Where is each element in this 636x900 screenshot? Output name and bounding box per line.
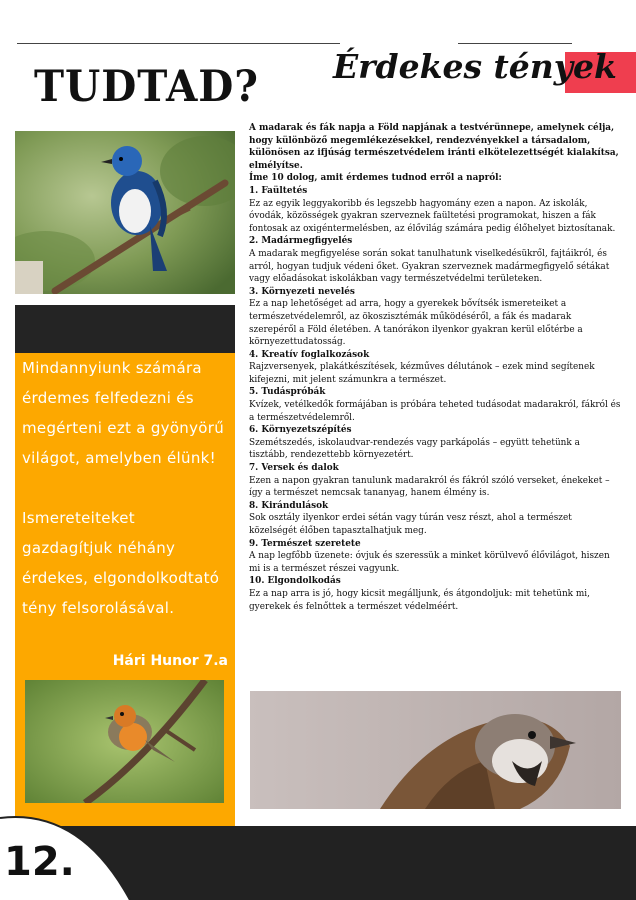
erdekes-tenyek-heading: Érdekes tények	[333, 47, 617, 86]
fact-9-text: A nap legfőbb üzenete: óvjuk és szeressük a minket körülvevő élővilágot, hiszen mi is a természet részei vagyunk.	[249, 551, 610, 574]
article-intro: A madarak és fák napja a Föld napjának a testvérünnepe, amelynek célja, hogy különböző megemlékezésekkel, rendezvényekkel a társadalom, különösen az ifjúság természetvédelem iránti elkötelezettségét kialakítsa, elmélyítse.	[249, 123, 619, 171]
fact-5-text: Kvízek, vetélkedők formájában is próbára teheted tudásodat madarakról, fákról és a természetvédelemről.	[249, 400, 621, 423]
top-rule-left	[17, 43, 340, 44]
sparrow-photo	[250, 691, 621, 809]
blue-bird-photo	[15, 131, 235, 294]
robin-photo	[25, 680, 224, 803]
fact-1-title: 1. Faültetés	[249, 185, 308, 196]
fact-3-title: 3. Környezeti nevelés	[249, 286, 355, 297]
fact-5-title: 5. Tudáspróbák	[249, 387, 326, 398]
fact-7-text: Ezen a napon gyakran tanulunk madarakról és fákról szóló verseket, énekeket – így a természet nemcsak tananyag, hanem élmény is.	[249, 475, 610, 499]
sidebar-text-block-2: Ismereteiteket gazdagítjuk néhány érdekes, elgondolkodtató tény felsorolásával.	[22, 509, 220, 617]
fact-2-text: A madarak megfigyelése során sokat tanulhatunk viselkedésükről, fajtáikról, és arról, hogyan tudjuk védeni őket. Gyakran szerveznek madármegfigyelő sétákat vagy előadásokat iskolákban vagy természetvédelmi területeken.	[249, 248, 610, 285]
top-rule-right	[458, 43, 572, 44]
fact-2-title: 2. Madármegfigyelés	[249, 236, 353, 247]
fact-6-text: Szemétszedés, iskolaudvar-rendezés vagy parkápolás – együtt tehetünk a tisztább, rendezettebb környezetért.	[249, 437, 580, 461]
fact-8-text: Sok osztály ilyenkor erdei sétán vagy túrán vesz részt, ahol a természet közelségét élőben tapasztalhatjuk meg.	[249, 513, 572, 536]
fact-6-title: 6. Környezetszépítés	[249, 425, 352, 436]
author-name: Hári Hunor 7.a	[112, 653, 228, 669]
fact-4-title: 4. Kreatív foglalkozások	[249, 349, 370, 360]
page-number: 12.	[4, 839, 75, 885]
sidebar-text-block-1: Mindannyiunk számára érdemes felfedezni és megérteni ezt a gyönyörű világot, amelyben élünk!	[22, 359, 225, 467]
tudtad-heading: TUDTAD?	[34, 62, 259, 112]
dark-band	[15, 305, 235, 353]
fact-9-title: 9. Természet szeretete	[249, 538, 361, 549]
article-body	[249, 122, 621, 613]
fact-4-text: Rajzversenyek, plakátkészítések, kézműves délutánok – ezek mind segítenek kifejezni, mit jelent számunkra a természet.	[249, 362, 595, 385]
article-list-intro: Íme 10 dolog, amit érdemes tudnod erről a napról:	[249, 173, 502, 184]
fact-10-title: 10. Elgondolkodás	[249, 576, 341, 587]
fact-10-text: Ez a nap arra is jó, hogy kicsit megálljunk, és átgondoljuk: mit tehetünk mi, gyerekek és felnőttek a természet védelméért.	[249, 588, 590, 612]
fact-3-text: Ez a nap lehetőséget ad arra, hogy a gyerekek bővítsék ismereteiket a természetvédelemről, az ökoszisztémák működéséről, a fák és madarak szerepéről a Föld életében. A tanórákon ilyenkor gyakran kerül előtérbe a környezettudatosság.	[249, 299, 583, 348]
fact-8-title: 8. Kirándulások	[249, 500, 329, 511]
sidebar-text	[22, 353, 230, 623]
fact-1-text: Ez az egyik leggyakoribb és legszebb hagyomány ezen a napon. Az iskolák, óvodák, közösségek gyakran szerveznek faültetési programokat, hiszen a fák fontosak az oxigéntermelésben, az élővilág számára pedig élőhelyet biztosítanak.	[249, 198, 616, 234]
fact-7-title: 7. Versek és dalok	[249, 463, 339, 474]
